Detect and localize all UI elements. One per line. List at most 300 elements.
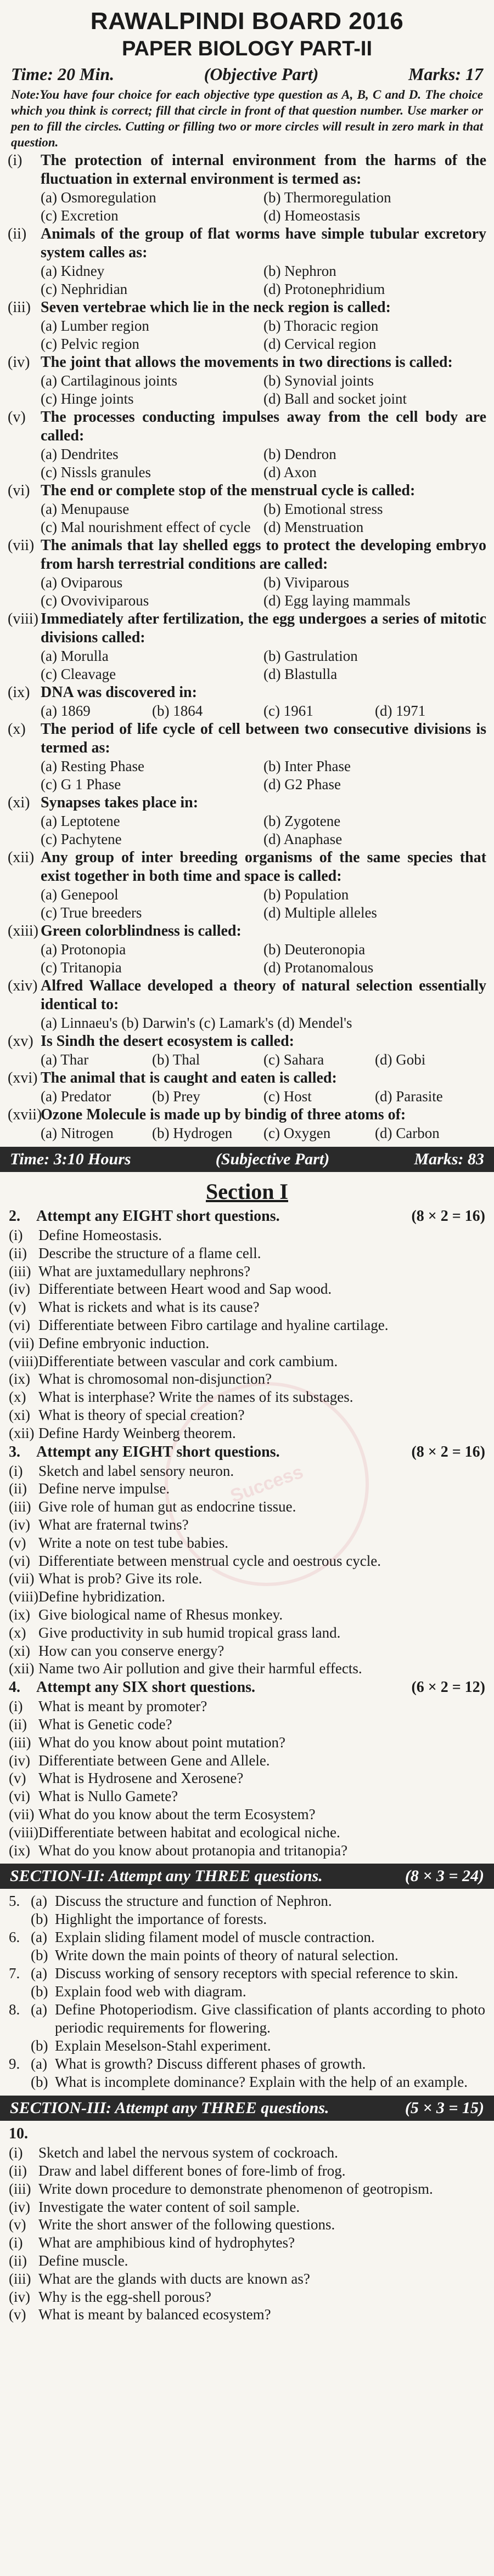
mcq-question bbox=[8, 298, 486, 317]
item-roman: (ix) bbox=[9, 1606, 30, 1623]
mcq-text: Animals of the group of flat worms have simple tubular excretory system calles as: bbox=[41, 225, 486, 261]
subjective-time: Time: 3:10 Hours bbox=[10, 1150, 131, 1168]
item-roman: (xii) bbox=[9, 1424, 35, 1441]
mcq-number: (iv) bbox=[8, 354, 30, 371]
short-question bbox=[9, 1316, 485, 1334]
mcq-option: (b) Population bbox=[263, 886, 349, 903]
item-text: Sketch and label sensory neuron. bbox=[38, 1462, 234, 1479]
mcq-question bbox=[8, 794, 486, 812]
heading-left bbox=[9, 1678, 255, 1697]
mcq-option: (c) Nephridian bbox=[41, 281, 128, 297]
question-text: What is incomplete dominance? Explain with the help of an example. bbox=[55, 2074, 468, 2091]
practical-question bbox=[9, 2252, 485, 2270]
mcq-option: (a) Lumber region bbox=[41, 318, 149, 334]
mcq-question bbox=[8, 1069, 486, 1088]
question-number: 6. bbox=[9, 1929, 20, 1946]
mcq-option: (a) 1869 bbox=[41, 703, 91, 719]
item-roman: (x) bbox=[9, 1624, 26, 1641]
mcq-option: (c) True breeders bbox=[41, 904, 142, 921]
question-number: 2. bbox=[9, 1208, 20, 1225]
objective-marks: Marks: 17 bbox=[408, 64, 483, 84]
item-text: What are juxtamedullary nephrons? bbox=[38, 1262, 251, 1279]
question-text: Define Photoperiodism. Give classification of plants according to photo periodic requirements for flowering. bbox=[55, 2001, 485, 2036]
mcq-option: (b) Viviparous bbox=[263, 574, 350, 591]
item-roman: (vii) bbox=[9, 1334, 35, 1351]
item-roman: (ii) bbox=[9, 2252, 27, 2269]
mcq-option: (d) 1971 bbox=[375, 703, 426, 719]
long-question bbox=[9, 1964, 485, 1983]
mcq-option: (d) Protanomalous bbox=[263, 959, 374, 976]
practical-question bbox=[9, 2162, 485, 2180]
question-number: 10. bbox=[9, 2125, 28, 2143]
item-roman: (i) bbox=[9, 1698, 23, 1715]
mcq-option: (b) Emotional stress bbox=[263, 501, 383, 517]
mcq-option: (c) Pelvic region bbox=[41, 336, 139, 352]
mcq-text: The protection of internal environment from the harms of the fluctuation in external environment is termed as: bbox=[41, 152, 486, 188]
long-question bbox=[9, 2055, 485, 2073]
mcq-option: (b) Deuteronopia bbox=[263, 941, 366, 958]
item-roman: (viii) bbox=[9, 1824, 38, 1841]
mcq-option: (b) Prey bbox=[152, 1088, 200, 1105]
mcq-option: (b) Nephron bbox=[263, 263, 336, 279]
mcq-number: (x) bbox=[8, 721, 26, 738]
question-part: (a) bbox=[31, 2056, 47, 2073]
mcq-options bbox=[8, 317, 486, 353]
question-number bbox=[9, 1910, 31, 1928]
item-roman: (iii) bbox=[9, 2270, 31, 2287]
mcq-option: (d) Cervical region bbox=[263, 336, 377, 352]
mcq-number: (vii) bbox=[8, 537, 35, 554]
question-text: Explain Meselson-Stahl experiment. bbox=[55, 2037, 271, 2054]
mcq-option: (c) Hinge joints bbox=[41, 390, 134, 407]
subjective-header bbox=[0, 1147, 494, 1172]
objective-questions bbox=[0, 150, 494, 1142]
short-question bbox=[9, 1624, 485, 1642]
mcq-option: (a) Linnaeu's (b) Darwin's (c) Lamark's (d) Mendel's bbox=[41, 1015, 352, 1031]
mcq-question bbox=[8, 225, 486, 262]
mcq-option: (b) 1864 bbox=[152, 703, 203, 719]
item-roman: (ii) bbox=[9, 1480, 27, 1497]
mcq-question bbox=[8, 536, 486, 574]
item-roman: (ii) bbox=[9, 1716, 27, 1733]
item-text: Investigate the water content of soil sample. bbox=[38, 2198, 300, 2215]
mcq-option: (d) Ball and socket joint bbox=[263, 390, 407, 407]
item-text: What is Nullo Gamete? bbox=[38, 1788, 178, 1805]
mcq-question bbox=[8, 1032, 486, 1051]
short-question bbox=[9, 1787, 485, 1805]
paper-title: PAPER BIOLOGY PART-II bbox=[121, 37, 373, 60]
item-text: Give role of human gut as endocrine tissue. bbox=[38, 1498, 296, 1515]
short-question-heading bbox=[9, 1207, 485, 1226]
practical-question bbox=[9, 2216, 485, 2234]
short-question bbox=[9, 1752, 485, 1770]
question-number: 8. bbox=[9, 2001, 20, 2018]
mcq-option: (b) Gastrulation bbox=[263, 648, 358, 664]
item-roman: (v) bbox=[9, 1299, 26, 1316]
heading-marks: (6 × 2 = 12) bbox=[411, 1679, 485, 1696]
mcq-options bbox=[8, 262, 486, 298]
mcq-options bbox=[8, 757, 486, 794]
watermark-stamp: Success bbox=[136, 1354, 398, 1615]
mcq-option: (b) Thermoregulation bbox=[263, 189, 391, 206]
mcq-number: (xi) bbox=[8, 794, 30, 811]
mcq-option: (a) Thar bbox=[41, 1051, 89, 1068]
mcq-question bbox=[8, 1106, 486, 1124]
item-text: Define Hardy Weinberg theorem. bbox=[38, 1424, 236, 1441]
question-number: 7. bbox=[9, 1965, 20, 1982]
item-roman: (iv) bbox=[9, 1752, 30, 1769]
mcq-option: (d) Menstruation bbox=[263, 519, 364, 535]
short-question bbox=[9, 1734, 485, 1752]
heading-text: Attempt any SIX short questions. bbox=[36, 1679, 256, 1696]
item-text: Differentiate between Heart wood and Sap wood. bbox=[38, 1281, 332, 1298]
practical-question bbox=[9, 2180, 485, 2198]
item-text: Differentiate between vascular and cork cambium. bbox=[38, 1352, 338, 1369]
item-text: Differentiate between Fibro cartilage and hyaline cartilage. bbox=[38, 1316, 389, 1333]
item-text: What are fraternal twins? bbox=[38, 1516, 189, 1533]
item-roman: (xii) bbox=[9, 1660, 35, 1677]
item-text: What are amphibious kind of hydrophytes? bbox=[38, 2234, 295, 2251]
item-roman: (v) bbox=[9, 1534, 26, 1551]
short-question bbox=[9, 1226, 485, 1244]
short-question bbox=[9, 1280, 485, 1298]
mcq-question bbox=[8, 922, 486, 941]
item-roman: (v) bbox=[9, 1770, 26, 1787]
item-text: Define muscle. bbox=[38, 2252, 128, 2269]
mcq-options bbox=[8, 500, 486, 536]
heading-text: Attempt any EIGHT short questions. bbox=[36, 1208, 280, 1225]
item-text: Write down procedure to demonstrate phenomenon of geotropism. bbox=[38, 2180, 433, 2197]
item-text: Differentiate between Gene and Allele. bbox=[38, 1752, 270, 1769]
mcq-text: The animal that is caught and eaten is called: bbox=[41, 1069, 337, 1086]
mcq-text: The end or complete stop of the menstrual cycle is called: bbox=[41, 482, 416, 499]
long-question bbox=[9, 1910, 485, 1928]
mcq-option: (d) Axon bbox=[263, 464, 317, 480]
mcq-option: (d) Blastulla bbox=[263, 666, 338, 682]
section-3-heading: SECTION-III: Attempt any THREE questions. bbox=[10, 2099, 329, 2118]
question-text: Write down the main points of theory of natural selection. bbox=[55, 1947, 398, 1964]
mcq-number: (iii) bbox=[8, 299, 31, 316]
item-roman: (iii) bbox=[9, 1498, 31, 1515]
mcq-options bbox=[8, 812, 486, 848]
instructions-note: Note:You have four choice for each objective type question as A, B, C and D. The choice which you think is correct; fill that circle in front of that question number. Use marker or pen to fill the circles. Cutting or filling two or more circles will result in zero mark in that question. bbox=[11, 88, 483, 149]
item-text: Define embryonic induction. bbox=[38, 1334, 210, 1351]
heading-marks: (8 × 2 = 16) bbox=[411, 1208, 485, 1225]
question-text: Discuss the structure and function of Nephron. bbox=[55, 1893, 332, 1910]
subjective-marks: Marks: 83 bbox=[414, 1150, 484, 1168]
section-2-marks: (8 × 3 = 24) bbox=[405, 1867, 484, 1886]
long-question bbox=[9, 1892, 485, 1910]
item-text: Define nerve impulse. bbox=[38, 1480, 170, 1497]
short-question bbox=[9, 1842, 485, 1860]
mcq-option: (d) Carbon bbox=[375, 1125, 440, 1141]
mcq-option: (c) Pachytene bbox=[41, 831, 122, 847]
mcq-option: (a) Leptotene bbox=[41, 813, 120, 829]
item-roman: (v) bbox=[9, 2306, 26, 2323]
item-roman: (vii) bbox=[9, 1805, 35, 1822]
question-number: 3. bbox=[9, 1443, 20, 1460]
heading-text: Attempt any EIGHT short questions. bbox=[36, 1443, 280, 1460]
mcq-number: (i) bbox=[8, 152, 23, 169]
mcq-text: Any group of inter breeding organisms of the same species that exist together in both time and space is called: bbox=[41, 849, 486, 885]
mcq-option: (a) Nitrogen bbox=[41, 1125, 114, 1141]
short-question bbox=[9, 1334, 485, 1352]
mcq-option: (c) Sahara bbox=[263, 1051, 324, 1068]
mcq-text: Seven vertebrae which lie in the neck region is called: bbox=[41, 299, 391, 316]
section-1-title: Section I bbox=[206, 1179, 288, 1204]
mcq-text: The animals that lay shelled eggs to protect the developing embryo from harsh terrestrial conditions are called: bbox=[41, 537, 486, 573]
mcq-option: (a) Osmoregulation bbox=[41, 189, 156, 206]
question-text: Discuss working of sensory receptors with special reference to skin. bbox=[55, 1965, 458, 1982]
mcq-options bbox=[8, 1014, 486, 1032]
mcq-option: (c) Nissls granules bbox=[41, 464, 151, 480]
mcq-question bbox=[8, 610, 486, 647]
mcq-question bbox=[8, 353, 486, 372]
long-question bbox=[9, 2073, 485, 2091]
item-roman: (iv) bbox=[9, 1516, 30, 1533]
item-roman: (iii) bbox=[9, 2180, 31, 2197]
mcq-question bbox=[8, 683, 486, 702]
item-text: Differentiate between menstrual cycle and oestrous cycle. bbox=[38, 1552, 381, 1569]
mcq-options bbox=[8, 886, 486, 922]
item-text: Describe the structure of a flame cell. bbox=[38, 1244, 261, 1261]
mcq-option: (c) Oxygen bbox=[263, 1125, 331, 1141]
mcq-question bbox=[8, 977, 486, 1014]
item-text: Give productivity in sub humid tropical grass land. bbox=[38, 1624, 341, 1641]
short-question bbox=[9, 1805, 485, 1824]
mcq-text: Immediately after fertilization, the egg undergoes a series of mitotic divisions called: bbox=[41, 610, 486, 646]
mcq-option: (c) Excretion bbox=[41, 207, 119, 224]
mcq-number: (xvii) bbox=[8, 1106, 42, 1123]
short-question bbox=[9, 1697, 485, 1716]
section-2-heading: SECTION-II: Attempt any THREE questions. bbox=[10, 1867, 323, 1886]
item-text: What are the glands with ducts are known as? bbox=[38, 2270, 310, 2287]
item-roman: (iv) bbox=[9, 2288, 30, 2305]
item-roman: (x) bbox=[9, 1389, 26, 1406]
mcq-options bbox=[8, 647, 486, 683]
item-roman: (ix) bbox=[9, 1371, 30, 1388]
mcq-options bbox=[8, 574, 486, 610]
short-question bbox=[9, 1642, 485, 1660]
item-text: Why is the egg-shell porous? bbox=[38, 2288, 211, 2305]
mcq-option: (b) Dendron bbox=[263, 446, 336, 462]
item-text: What is theory of special creation? bbox=[38, 1406, 245, 1423]
mcq-option: (d) Anaphase bbox=[263, 831, 343, 847]
mcq-question bbox=[8, 848, 486, 886]
item-text: What is meant by balanced ecosystem? bbox=[38, 2306, 271, 2323]
mcq-option: (a) Genepool bbox=[41, 886, 119, 903]
mcq-options bbox=[8, 941, 486, 977]
mcq-question bbox=[8, 151, 486, 189]
mcq-option: (b) Zygotene bbox=[263, 813, 341, 829]
mcq-option: (d) G2 Phase bbox=[263, 776, 341, 792]
mcq-option: (a) Resting Phase bbox=[41, 758, 144, 774]
mcq-option: (c) Cleavage bbox=[41, 666, 116, 682]
item-text: Define Homeostasis. bbox=[38, 1227, 162, 1243]
mcq-option: (c) Ovoviviparous bbox=[41, 592, 149, 609]
section-3-questions bbox=[0, 2124, 494, 2324]
mcq-options bbox=[8, 445, 486, 482]
question-text: What is growth? Discuss different phases of growth. bbox=[55, 2056, 366, 2073]
item-roman: (i) bbox=[9, 2234, 23, 2251]
mcq-question bbox=[8, 720, 486, 757]
mcq-number: (vi) bbox=[8, 482, 30, 499]
question-number bbox=[9, 1946, 31, 1964]
mcq-number: (xiv) bbox=[8, 977, 38, 994]
mcq-question bbox=[8, 482, 486, 500]
item-roman: (vi) bbox=[9, 1552, 30, 1569]
item-text: Sketch and label the nervous system of cockroach. bbox=[38, 2144, 338, 2161]
mcq-option: (b) Hydrogen bbox=[152, 1125, 233, 1141]
short-question bbox=[9, 1769, 485, 1787]
item-roman: (iii) bbox=[9, 1734, 31, 1751]
question-part: (b) bbox=[31, 1947, 48, 1964]
practical-question bbox=[9, 2234, 485, 2252]
mcq-option: (b) Synovial joints bbox=[263, 372, 374, 389]
mcq-number: (v) bbox=[8, 409, 26, 426]
mcq-text: The processes conducting impulses away from the cell body are called: bbox=[41, 409, 486, 444]
item-text: What is prob? Give its role. bbox=[38, 1570, 203, 1587]
objective-part: (Objective Part) bbox=[204, 64, 319, 84]
long-question bbox=[9, 1946, 485, 1964]
item-roman: (vi) bbox=[9, 1316, 30, 1333]
item-text: What is Hydrosene and Xerosene? bbox=[38, 1770, 244, 1787]
long-question bbox=[9, 1928, 485, 1946]
long-question bbox=[9, 2001, 485, 2037]
item-roman: (iii) bbox=[9, 1262, 31, 1279]
mcq-option: (b) Inter Phase bbox=[263, 758, 351, 774]
mcq-options bbox=[8, 372, 486, 408]
mcq-text: Is Sindh the desert ecosystem is called: bbox=[41, 1033, 294, 1050]
mcq-option: (c) Mal nourishment effect of cycle bbox=[41, 519, 251, 535]
mcq-option: (a) Oviparous bbox=[41, 574, 123, 591]
mcq-number: (xii) bbox=[8, 849, 35, 866]
mcq-option: (c) G 1 Phase bbox=[41, 776, 121, 792]
question-number: 5. bbox=[9, 1893, 20, 1910]
mcq-number: (ix) bbox=[8, 684, 30, 701]
section-3-header bbox=[0, 2096, 494, 2121]
item-roman: (i) bbox=[9, 1462, 23, 1479]
mcq-options bbox=[8, 1088, 486, 1106]
item-roman: (i) bbox=[9, 1227, 23, 1243]
item-text: Draw and label different bones of fore-limb of frog. bbox=[38, 2162, 346, 2179]
long-question bbox=[9, 2037, 485, 2055]
mcq-option: (b) Thal bbox=[152, 1051, 200, 1068]
item-roman: (iv) bbox=[9, 1281, 30, 1298]
question-number: 4. bbox=[9, 1679, 20, 1696]
question-number bbox=[9, 1983, 31, 2001]
mcq-number: (viii) bbox=[8, 610, 38, 627]
mcq-option: (d) Gobi bbox=[375, 1051, 426, 1068]
short-question bbox=[9, 1244, 485, 1262]
heading-marks: (8 × 2 = 16) bbox=[411, 1443, 485, 1460]
item-roman: (v) bbox=[9, 2216, 26, 2233]
item-text: What is rickets and what is its cause? bbox=[38, 1299, 260, 1316]
item-roman: (xi) bbox=[9, 1642, 30, 1659]
item-text: What do you know about the term Ecosystem? bbox=[38, 1805, 316, 1822]
short-question bbox=[9, 1262, 485, 1281]
mcq-text: The joint that allows the movements in two directions is called: bbox=[41, 354, 453, 371]
mcq-option: (d) Homeostasis bbox=[263, 207, 361, 224]
question-text: Explain sliding filament model of muscle contraction. bbox=[55, 1929, 375, 1946]
objective-time: Time: 20 Min. bbox=[11, 64, 115, 84]
section-2-questions bbox=[0, 1892, 494, 2091]
mcq-text: DNA was discovered in: bbox=[41, 684, 197, 701]
item-text: What do you know about protanopia and tritanopia? bbox=[38, 1842, 348, 1859]
practical-question bbox=[9, 2270, 485, 2288]
question-number: 9. bbox=[9, 2056, 20, 2073]
question-part: (a) bbox=[31, 1929, 47, 1946]
section-3-list bbox=[9, 2144, 485, 2324]
mcq-option: (c) Tritanopia bbox=[41, 959, 122, 976]
item-roman: (ix) bbox=[9, 1842, 30, 1859]
item-text: Write the short answer of the following questions. bbox=[38, 2216, 335, 2233]
mcq-question bbox=[8, 408, 486, 445]
short-question bbox=[9, 1352, 485, 1371]
question-text: Highlight the importance of forests. bbox=[55, 1911, 267, 1928]
mcq-option: (d) Parasite bbox=[375, 1088, 443, 1105]
mcq-option: (a) Cartilaginous joints bbox=[41, 372, 177, 389]
mcq-text: Synapses takes place in: bbox=[41, 794, 199, 811]
board-title: RAWALPINDI BOARD 2016 bbox=[90, 8, 404, 35]
mcq-option: (c) Host bbox=[263, 1088, 312, 1105]
item-text: Write a note on test tube babies. bbox=[38, 1534, 229, 1551]
item-roman: (i) bbox=[9, 2144, 23, 2161]
mcq-option: (b) Thoracic region bbox=[263, 318, 379, 334]
item-text: Define hybridization. bbox=[38, 1588, 165, 1605]
mcq-number: (ii) bbox=[8, 225, 27, 242]
question-number bbox=[9, 2037, 31, 2055]
mcq-option: (a) Protonopia bbox=[41, 941, 126, 958]
mcq-text: Ozone Molecule is made up by bindig of three atoms of: bbox=[41, 1106, 406, 1123]
question-part: (b) bbox=[31, 2074, 48, 2091]
practical-question bbox=[9, 2144, 485, 2162]
item-text: Differentiate between habitat and ecological niche. bbox=[38, 1824, 340, 1841]
section-3-marks: (5 × 3 = 15) bbox=[405, 2099, 484, 2118]
item-text: What is Genetic code? bbox=[38, 1716, 172, 1733]
item-roman: (viii) bbox=[9, 1588, 38, 1605]
item-roman: (vi) bbox=[9, 1788, 30, 1805]
item-text: Name two Air pollution and give their harmful effects. bbox=[38, 1660, 362, 1677]
item-text: How can you conserve energy? bbox=[38, 1642, 224, 1659]
question-part: (b) bbox=[31, 1983, 48, 2000]
mcq-number: (xiii) bbox=[8, 922, 38, 939]
practical-question bbox=[9, 2288, 485, 2306]
question-part: (a) bbox=[31, 1893, 47, 1910]
item-roman: (iv) bbox=[9, 2198, 30, 2215]
item-text: What do you know about point mutation? bbox=[38, 1734, 285, 1751]
item-roman: (ii) bbox=[9, 2162, 27, 2179]
short-question bbox=[9, 1606, 485, 1624]
short-question bbox=[9, 1588, 485, 1606]
item-text: What is interphase? Write the names of its substages. bbox=[38, 1389, 353, 1406]
item-roman: (vii) bbox=[9, 1570, 35, 1587]
mcq-option: (d) Egg laying mammals bbox=[263, 592, 411, 609]
mcq-number: (xv) bbox=[8, 1033, 33, 1050]
mcq-option: (d) Protonephridium bbox=[263, 281, 385, 297]
short-question bbox=[9, 1716, 485, 1734]
short-question bbox=[9, 1824, 485, 1842]
question-part: (b) bbox=[31, 1911, 48, 1928]
question-part: (b) bbox=[31, 2037, 48, 2054]
item-text: What is chromosomal non-disjunction? bbox=[38, 1371, 272, 1388]
mcq-text: Green colorblindness is called: bbox=[41, 922, 242, 939]
item-roman: (ii) bbox=[9, 1244, 27, 1261]
mcq-option: (a) Morulla bbox=[41, 648, 109, 664]
mcq-options bbox=[8, 1124, 486, 1142]
mcq-number: (xvi) bbox=[8, 1069, 38, 1086]
practical-question bbox=[9, 2306, 485, 2324]
